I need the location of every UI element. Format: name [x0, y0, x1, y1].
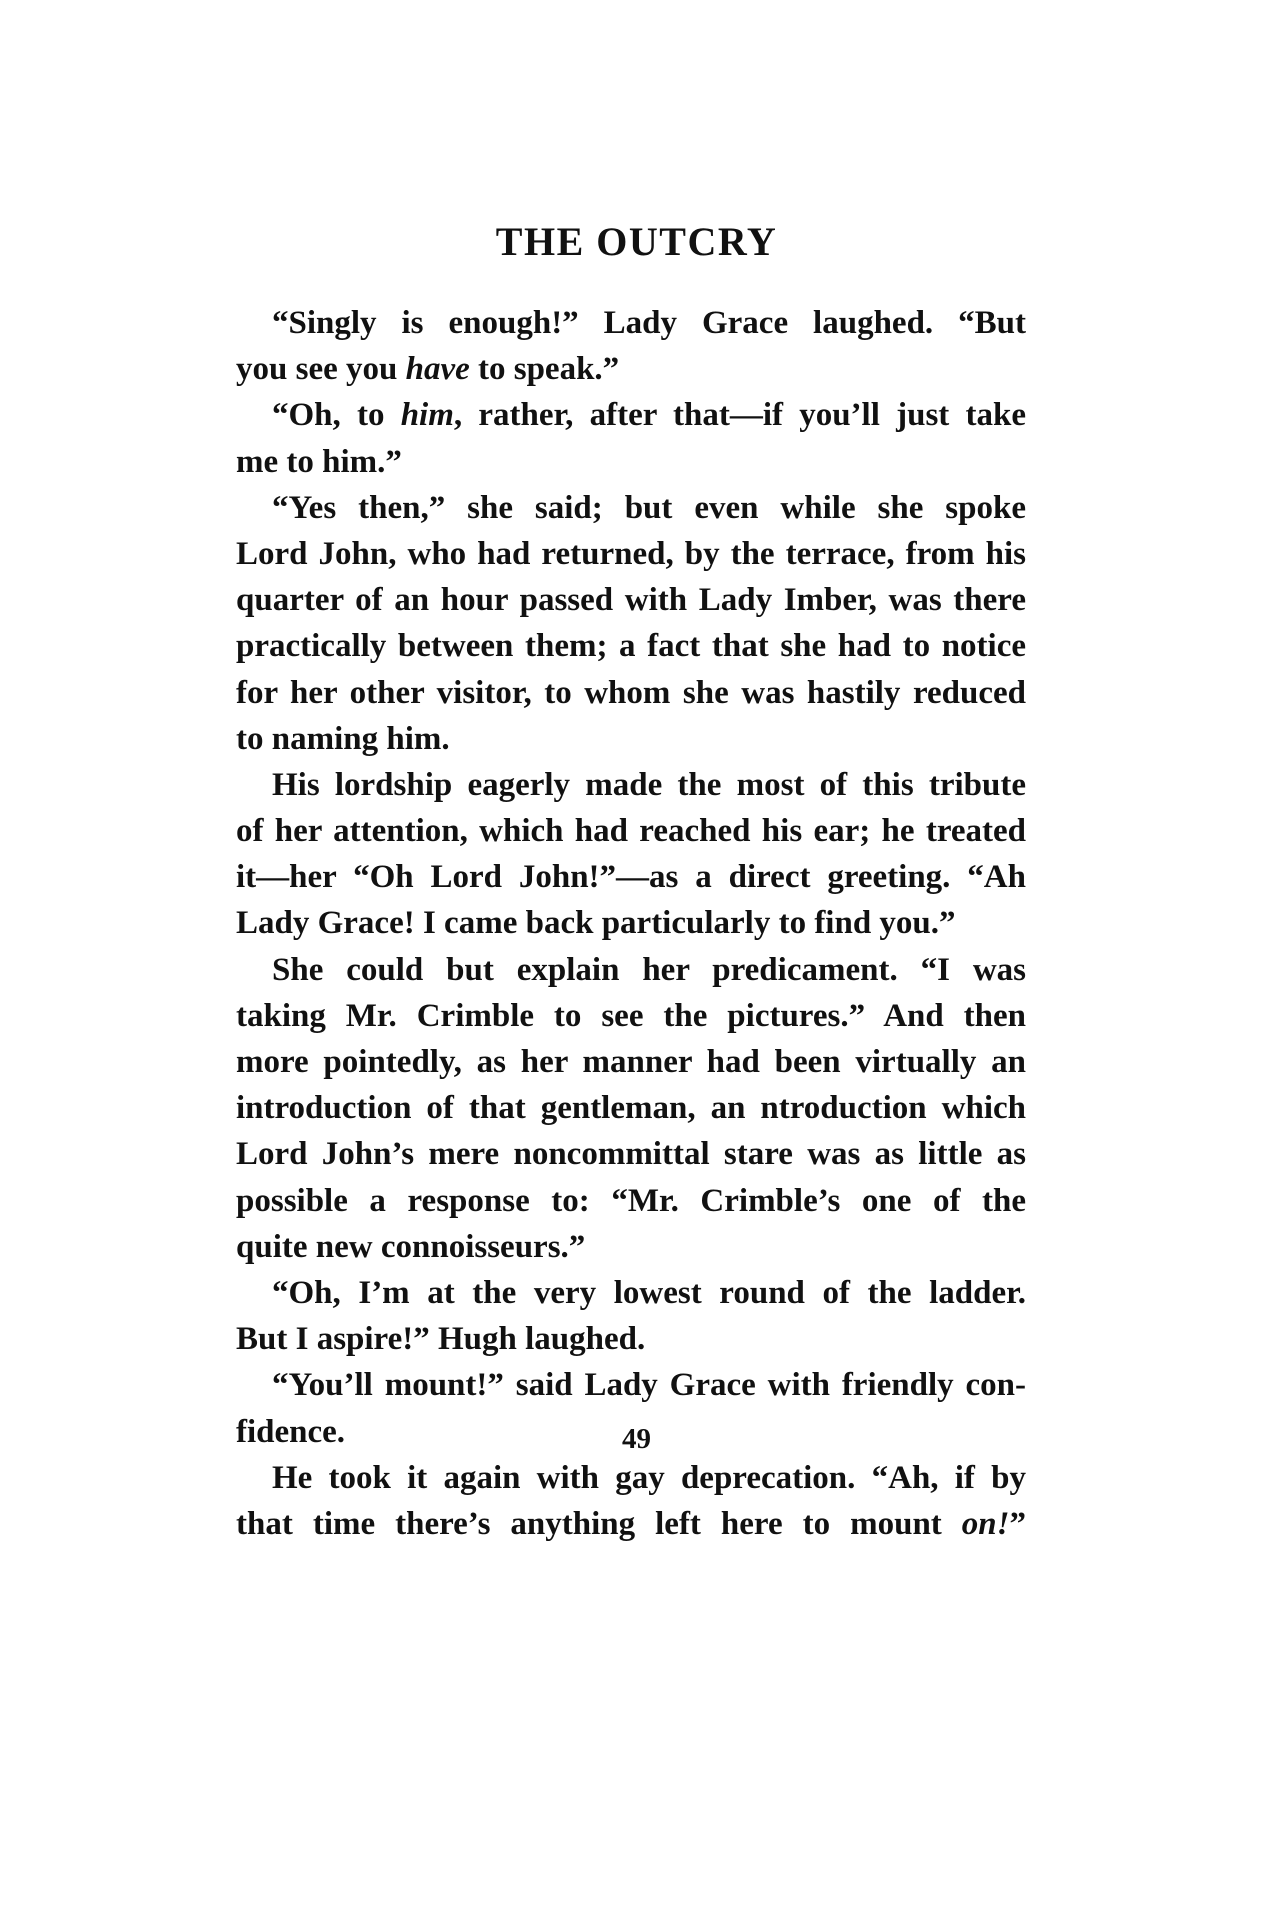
text-line	[236, 346, 1026, 392]
text-segment: “Yes then,” she said; but even while she spoke	[272, 489, 1026, 526]
text-segment: His lordship eagerly made the most of this tribute	[272, 766, 1026, 803]
text-line	[236, 993, 1026, 1039]
page-number: 49	[622, 1423, 651, 1455]
text-line	[236, 1039, 1026, 1085]
text-segment: that time there’s anything left here to mount	[236, 1505, 962, 1542]
text-line	[236, 623, 1026, 669]
italic-text: on!	[961, 1505, 1010, 1542]
text-segment: “Singly is enough!” Lady Grace laughed. “But	[272, 305, 1026, 341]
text-line	[236, 531, 1026, 577]
text-segment: “Oh, I’m at the very lowest round of the ladder.	[272, 1274, 1026, 1311]
text-segment: ”	[1009, 1505, 1026, 1542]
text-line	[236, 854, 1026, 900]
text-segment: of her attention, which had reached his ear; he treated	[236, 813, 1026, 850]
text-line	[236, 1178, 1026, 1224]
text-segment: to speak.”	[469, 351, 620, 388]
text-line	[236, 947, 1026, 993]
text-line	[236, 1131, 1026, 1177]
text-line	[236, 392, 1026, 438]
text-line	[236, 485, 1026, 531]
text-segment: it—her “Oh Lord John!”—as a direct greeting. “Ah	[236, 859, 1026, 896]
text-segment: possible a response to: “Mr. Crimble’s one of the	[236, 1182, 1026, 1219]
italic-text: have	[405, 351, 470, 388]
text-segment: She could but explain her predicament. “I was	[272, 951, 1026, 988]
text-segment: taking Mr. Crimble to see the pictures.” And then	[236, 997, 1026, 1034]
text-segment: quite new connoisseurs.”	[236, 1228, 586, 1265]
text-segment: you see you	[236, 351, 406, 388]
text-segment: me to him.”	[236, 443, 402, 480]
text-segment: practically between them; a fact that she had to notice	[236, 628, 1026, 665]
text-line	[236, 670, 1026, 716]
text-segment: Lord John, who had returned, by the terrace, from his	[236, 535, 1026, 572]
italic-text: him	[400, 397, 454, 434]
text-line	[236, 1455, 1026, 1501]
text-segment: for her other visitor, to whom she was hastily reduced	[236, 674, 1026, 711]
text-segment: to naming him.	[236, 720, 450, 757]
text-segment: But I aspire!” Hugh laughed.	[236, 1321, 646, 1358]
text-line	[236, 900, 1026, 946]
text-line	[236, 1085, 1026, 1131]
text-line	[236, 1501, 1026, 1547]
running-head: THE OUTCRY	[495, 219, 778, 264]
text-line	[236, 439, 1026, 485]
text-line	[236, 1270, 1026, 1316]
body-text	[236, 300, 1026, 1547]
text-segment: “Oh, to	[272, 397, 401, 434]
text-segment: Lord John’s mere noncommittal stare was as little as	[236, 1136, 1026, 1173]
text-segment: Lady Grace! I came back particularly to find you.”	[236, 905, 956, 942]
text-segment: quarter of an hour passed with Lady Imber, was there	[236, 582, 1026, 619]
text-segment: , rather, after that—if you’ll just take	[453, 397, 1026, 434]
text-line	[236, 808, 1026, 854]
text-line	[236, 300, 1026, 346]
text-line	[236, 716, 1026, 762]
text-line	[236, 762, 1026, 808]
text-line	[236, 577, 1026, 623]
text-line	[236, 1316, 1026, 1362]
text-line	[236, 1362, 1026, 1408]
text-segment: “You’ll mount!” said Lady Grace with friendly con-	[272, 1367, 1026, 1404]
text-segment: fidence.	[236, 1413, 346, 1450]
text-line	[236, 1224, 1026, 1270]
text-segment: He took it again with gay deprecation. “Ah, if by	[272, 1459, 1026, 1496]
text-segment: introduction of that gentleman, an ntroduction which	[236, 1090, 1026, 1127]
text-segment: more pointedly, as her manner had been virtually an	[236, 1044, 1026, 1080]
